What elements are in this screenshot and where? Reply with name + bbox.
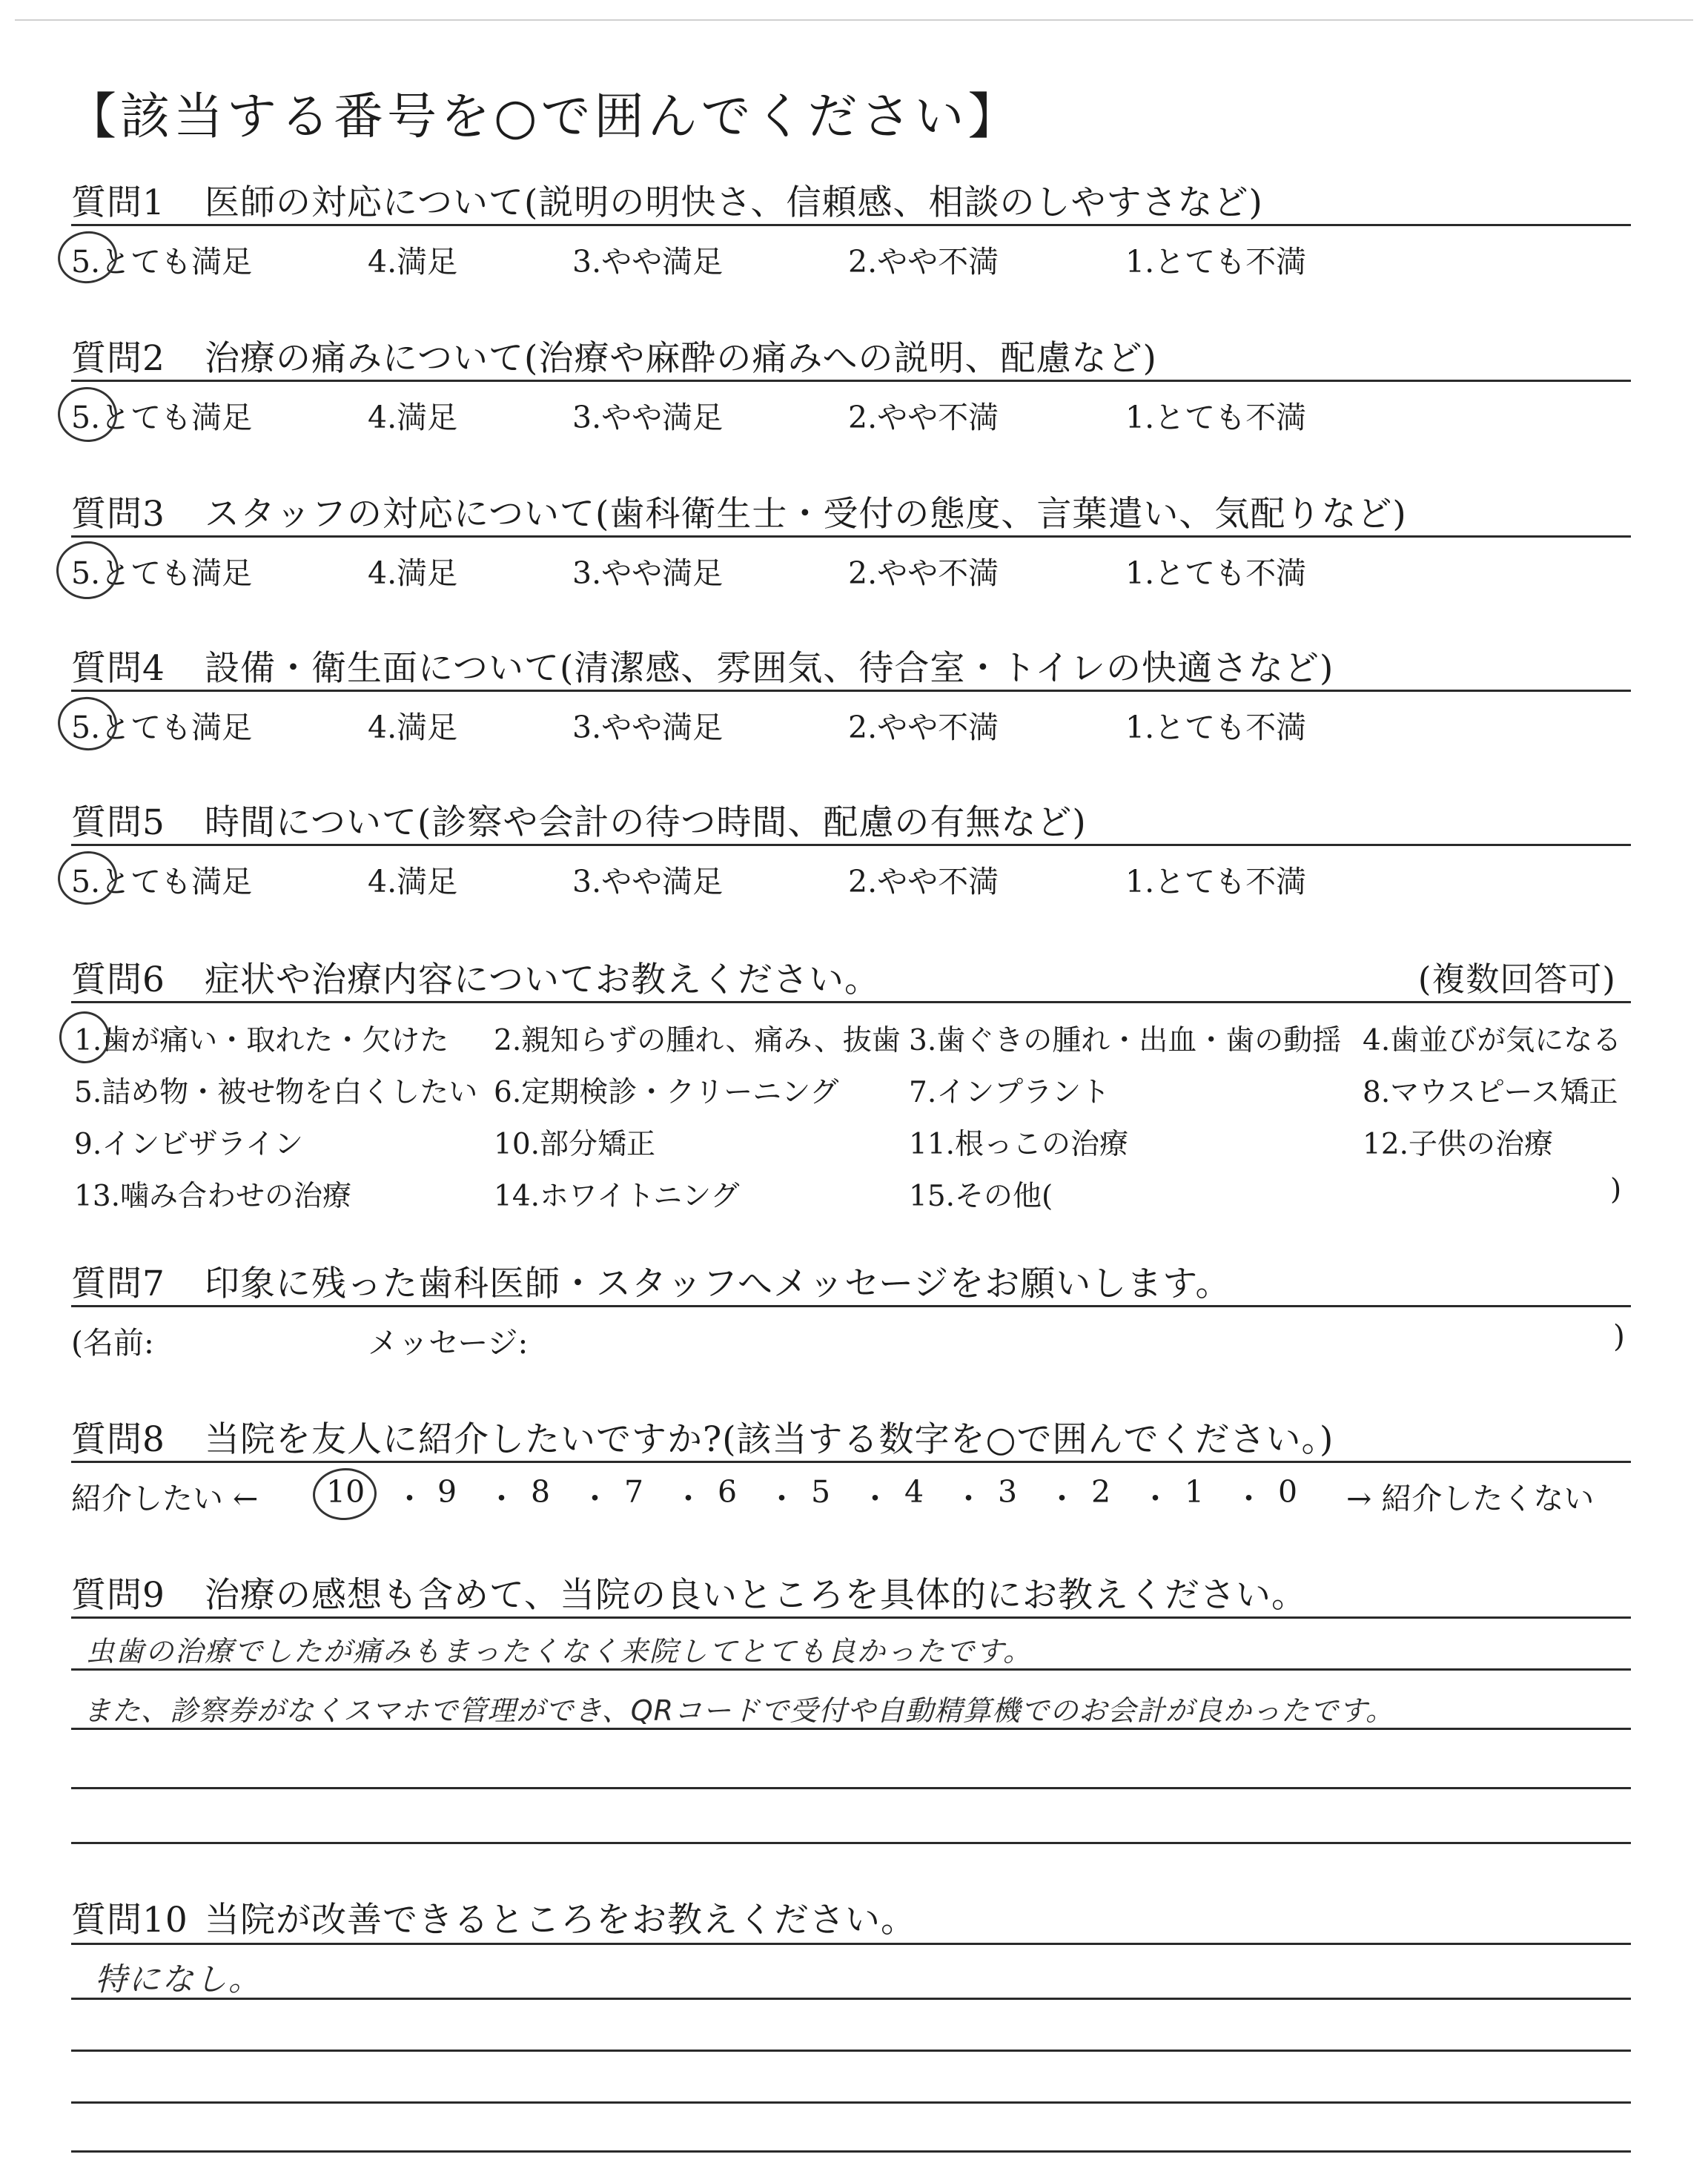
question-title [71, 175, 1263, 225]
option-3[interactable]: 3.やや満足 [572, 400, 724, 435]
question-number: 質問8 [71, 1419, 165, 1460]
option-4[interactable]: 4.満足 [368, 555, 458, 591]
question-title [71, 1412, 1334, 1462]
scale-right-label: → 紹介したくない [1346, 1481, 1595, 1516]
question-title [71, 1568, 1307, 1617]
symptom-option[interactable]: 12.子供の治療 [1363, 1128, 1554, 1161]
message-close-paren: ) [1613, 1318, 1625, 1354]
question-rule [71, 380, 1631, 382]
symptom-option[interactable]: 1.歯が痛い・取れた・欠けた [74, 1024, 449, 1057]
question-title [71, 1892, 916, 1942]
question-number: 質問10 [71, 1900, 188, 1941]
option-4[interactable]: 4.満足 [368, 244, 458, 280]
symptom-option[interactable]: 7.インプラント [909, 1076, 1110, 1109]
scale-dot: ・ [860, 1481, 890, 1516]
symptom-options [71, 1017, 1631, 1240]
option-3[interactable]: 3.やや満足 [572, 864, 724, 899]
question-rule [71, 690, 1631, 692]
message-label: メッセージ: [368, 1325, 529, 1361]
question-number: 質問7 [71, 1264, 165, 1304]
option-3[interactable]: 3.やや満足 [572, 710, 724, 745]
selection-circle [311, 1466, 379, 1522]
scale-dot: ・ [1140, 1481, 1171, 1516]
scale-value[interactable]: 3 [998, 1474, 1018, 1510]
option-1[interactable]: 1.とても不満 [1125, 244, 1307, 280]
handwritten-answer: また、診察券がなくスマホで管理ができ、QRコードで受付や自動精算機でのお会計が良かったです。 [83, 1694, 1394, 1727]
answer-rule [71, 1943, 1631, 1945]
scale-value[interactable]: 7 [624, 1474, 644, 1510]
question-rule [71, 224, 1631, 226]
scale-value[interactable]: 2 [1091, 1474, 1111, 1510]
option-2[interactable]: 2.やや不満 [848, 400, 999, 435]
scale-dot: ・ [486, 1481, 517, 1516]
scale-dot: ・ [953, 1481, 984, 1516]
answer-rule [71, 2150, 1631, 2153]
question-rule [71, 535, 1631, 538]
scale-dot: ・ [580, 1481, 610, 1516]
option-1[interactable]: 1.とても不満 [1125, 400, 1307, 435]
option-1[interactable]: 1.とても不満 [1125, 864, 1307, 899]
option-2[interactable]: 2.やや不満 [848, 864, 999, 899]
option-1[interactable]: 1.とても不満 [1125, 555, 1307, 591]
answer-rule [71, 1616, 1631, 1619]
question-title [71, 486, 1407, 536]
answer-rule [71, 1842, 1631, 1844]
question-text: 治療の痛みについて(治療や麻酔の痛みへの説明、配慮など) [205, 338, 1157, 379]
option-4[interactable]: 4.満足 [368, 864, 458, 899]
question-title [71, 795, 1087, 845]
question-text: 当院を友人に紹介したいですか?(該当する数字を○で囲んでください。) [205, 1419, 1334, 1460]
question-title [71, 952, 1631, 1002]
scale-value[interactable]: 6 [718, 1474, 738, 1510]
question-title [71, 1256, 1231, 1306]
recommend-scale [71, 1474, 1631, 1519]
question-number: 質問5 [71, 802, 165, 843]
symptom-option[interactable]: 2.親知らずの腫れ、痛み、抜歯 [494, 1024, 901, 1057]
question-number: 質問4 [71, 648, 165, 689]
question-number: 質問3 [71, 494, 165, 535]
multiple-answers-note: (複数回答可) [1417, 960, 1616, 999]
question-text: 治療の感想も含めて、当院の良いところを具体的にお教えください。 [205, 1575, 1308, 1616]
question-rule [71, 1461, 1631, 1463]
option-3[interactable]: 3.やや満足 [572, 555, 724, 591]
symptom-option[interactable]: 11.根っこの治療 [909, 1128, 1129, 1161]
option-3[interactable]: 3.やや満足 [572, 244, 724, 280]
handwritten-answer: 特になし。 [95, 1961, 262, 1998]
scale-value[interactable]: 8 [531, 1474, 551, 1510]
option-5[interactable]: 5.とても満足 [71, 555, 253, 591]
scale-value[interactable]: 1 [1185, 1474, 1205, 1510]
option-1[interactable]: 1.とても不満 [1125, 710, 1307, 745]
scale-value[interactable]: 0 [1278, 1474, 1298, 1510]
symptom-option[interactable]: 10.部分矯正 [494, 1128, 656, 1161]
scale-value[interactable]: 5 [811, 1474, 831, 1510]
symptom-option[interactable]: 8.マウスピース矯正 [1363, 1076, 1618, 1109]
question-number: 質問2 [71, 338, 165, 379]
scale-dot: ・ [394, 1481, 425, 1516]
question-number: 質問1 [71, 182, 165, 223]
name-label: (名前: [71, 1325, 154, 1361]
option-5[interactable]: 5.とても満足 [71, 710, 253, 745]
option-5[interactable]: 5.とても満足 [71, 864, 253, 899]
question-text: 医師の対応について(説明の明快さ、信頼感、相談のしやすさなど) [205, 182, 1263, 223]
scale-value[interactable]: 10 [326, 1474, 365, 1510]
scale-left-label: 紹介したい ← [71, 1481, 259, 1516]
scale-value[interactable]: 4 [904, 1474, 924, 1510]
symptom-option[interactable]: 6.定期検診・クリーニング [494, 1076, 839, 1109]
symptom-option[interactable]: 9.インビザライン [74, 1128, 304, 1161]
question-title [71, 331, 1157, 380]
option-2[interactable]: 2.やや不満 [848, 244, 999, 280]
scale-dot: ・ [1047, 1481, 1077, 1516]
answer-rule [71, 2050, 1631, 2052]
symptom-option[interactable]: 13.噛み合わせの治療 [74, 1180, 352, 1213]
option-5[interactable]: 5.とても満足 [71, 400, 253, 435]
instruction-heading: 【該当する番号を○で囲んでください】 [67, 87, 1022, 145]
question-rule [71, 1001, 1631, 1003]
scale-value[interactable]: 9 [437, 1474, 457, 1510]
symptom-option[interactable]: 5.詰め物・被せ物を白くしたい [74, 1076, 478, 1109]
option-4[interactable]: 4.満足 [368, 400, 458, 435]
question-number: 質問6 [71, 960, 165, 1000]
scale-dot: ・ [673, 1481, 704, 1516]
other-close-paren: ) [1610, 1173, 1622, 1206]
question-text: スタッフの対応について(歯科衛生士・受付の態度、言葉遣い、気配りなど) [205, 494, 1407, 535]
answer-rule [71, 1998, 1631, 2000]
question-rule [71, 844, 1631, 846]
question-text: 設備・衛生面について(清潔感、雰囲気、待合室・トイレの快適さなど) [205, 648, 1334, 689]
handwritten-answer: 虫歯の治療でしたが痛みもまったくなく来院してとても良かったです。 [86, 1635, 1033, 1668]
scale-dot: ・ [767, 1481, 797, 1516]
question-rule [71, 1305, 1631, 1307]
question-number: 質問9 [71, 1575, 165, 1616]
question-title [71, 641, 1334, 690]
symptom-option[interactable]: 3.歯ぐきの腫れ・出血・歯の動揺 [909, 1024, 1342, 1057]
symptom-option-other[interactable]: 15.その他( [909, 1180, 1053, 1213]
question-text: 症状や治療内容についてお教えください。 [205, 960, 881, 1000]
answer-rule [71, 2101, 1631, 2104]
question-text: 時間について(診察や会計の待つ時間、配慮の有無など) [205, 802, 1087, 843]
option-2[interactable]: 2.やや不満 [848, 555, 999, 591]
symptom-option[interactable]: 14.ホワイトニング [494, 1180, 740, 1213]
scan-edge-line [15, 19, 1693, 21]
question-text: 当院が改善できるところをお教えください。 [205, 1900, 916, 1941]
answer-rule [71, 1787, 1631, 1789]
question-text: 印象に残った歯科医師・スタッフへメッセージをお願いします。 [205, 1264, 1231, 1304]
scale-dot: ・ [1234, 1481, 1264, 1516]
symptom-option[interactable]: 4.歯並びが気になる [1363, 1024, 1622, 1057]
option-2[interactable]: 2.やや不満 [848, 710, 999, 745]
option-5[interactable]: 5.とても満足 [71, 244, 253, 280]
option-4[interactable]: 4.満足 [368, 710, 458, 745]
